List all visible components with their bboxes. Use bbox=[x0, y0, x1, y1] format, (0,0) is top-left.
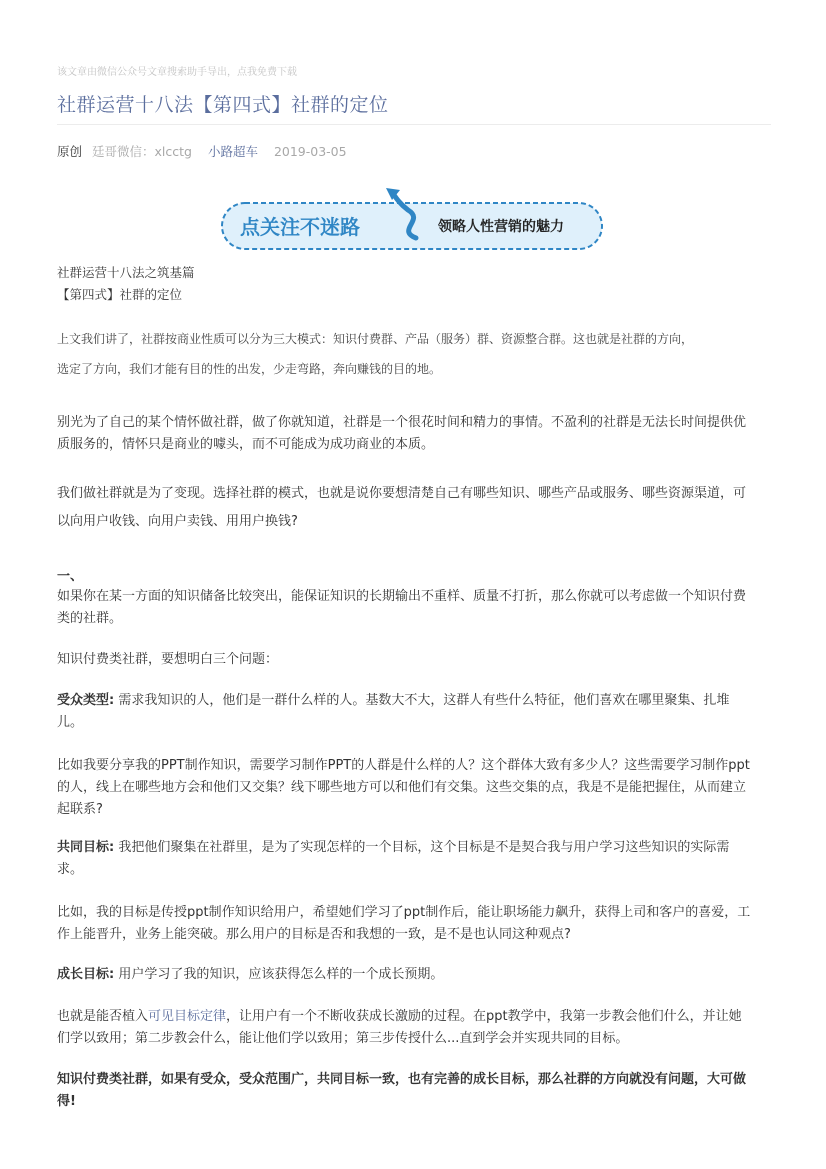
subtitle-series: 社群运营十八法之筑基篇 bbox=[57, 265, 195, 280]
paragraph-line: 得! bbox=[57, 1094, 76, 1109]
visible-goal-link[interactable]: 可见目标定律 bbox=[148, 1009, 227, 1024]
intro-line: 上文我们讲了，社群按商业性质可以分为三大模式：知识付费群、产品（服务）群、资源整合群。这也就是社群的方向， bbox=[57, 332, 694, 346]
paragraph-line: 以向用户收钱、向用户卖钱、用用户换钱? bbox=[57, 514, 298, 529]
author-link[interactable]: 小路超车 bbox=[207, 144, 258, 159]
paragraph-text: 也就是能否植入 bbox=[57, 1009, 149, 1024]
paragraph-line: 别光为了自己的某个情怀做社群，做了你就知道，社群是一个很花时间和精力的事情。不盈利的社群是无法长时间提供优 bbox=[57, 415, 747, 430]
question-audience bbox=[57, 690, 729, 734]
export-notice-link[interactable]: 该文章由微信公众号文章搜索助手导出，点我免费下载 bbox=[57, 67, 297, 78]
paragraph-line: 们学以致用；第二步教会什么，能让他们学以致用；第三步传授什么...直到学会并实现共同的目标。 bbox=[57, 1031, 629, 1046]
paragraph-1 bbox=[57, 412, 746, 456]
follow-banner bbox=[220, 186, 604, 252]
subtitle-block bbox=[57, 262, 195, 306]
article-title: 社群运营十八法【第四式】社群的定位 bbox=[57, 94, 389, 116]
paragraph-text: ，让用户有一个不断收获成长激励的过程。在ppt教学中，我第一步教会他们什么，并让她 bbox=[226, 1009, 742, 1024]
intro-paragraph bbox=[57, 324, 693, 384]
subtitle-chapter: 【第四式】社群的定位 bbox=[57, 287, 183, 302]
paragraph-line: 比如，我的目标是传授ppt制作知识给用户，希望她们学习了ppt制作后，能让职场能力飙升，获得上司和客户的喜爱，工 bbox=[57, 905, 751, 920]
paragraph-line: 求。 bbox=[57, 862, 84, 877]
paragraph-2 bbox=[57, 480, 746, 536]
title-divider bbox=[57, 124, 771, 125]
paragraph-line: 儿。 bbox=[57, 715, 84, 730]
paragraph-line: 类的社群。 bbox=[57, 611, 123, 626]
paragraph-line: 作上能晋升，业务上能突破。那么用户的目标是否和我想的一致，是不是也认同这种观点? bbox=[57, 927, 571, 942]
question-growth bbox=[57, 964, 443, 986]
publish-date: 2019-03-05 bbox=[273, 144, 347, 159]
paragraph-line: 用户学习了我的知识，应该获得怎么样的一个成长预期。 bbox=[114, 967, 444, 982]
example-audience bbox=[57, 755, 750, 821]
original-tag: 原创 bbox=[57, 144, 83, 159]
paragraph-line: 我们做社群就是为了变现。选择社群的模式，也就是说你要想清楚自己有哪些知识、哪些产品或服务、哪些资源渠道，可 bbox=[57, 486, 747, 501]
question-label: 受众类型: bbox=[57, 693, 115, 708]
example-goal bbox=[57, 902, 750, 946]
paragraph-4: 知识付费类社群，要想明白三个问题： bbox=[57, 652, 279, 667]
question-goal bbox=[57, 837, 729, 881]
banner-right-text: 领略人性营销的魅力 bbox=[438, 219, 564, 235]
paragraph-line: 质服务的，情怀只是商业的噱头，而不可能成为成功商业的本质。 bbox=[57, 437, 435, 452]
example-growth bbox=[57, 1006, 742, 1050]
banner-left-text: 点关注不迷路 bbox=[240, 215, 360, 239]
paragraph-line: 需求我知识的人，他们是一群什么样的人。基数大不大，这群人有些什么特征，他们喜欢在哪里聚集、扎堆 bbox=[114, 693, 730, 708]
paragraph-line: 我把他们聚集在社群里，是为了实现怎样的一个目标，这个目标是不是契合我与用户学习这些知识的实际需 bbox=[114, 840, 730, 855]
question-label: 成长目标: bbox=[57, 967, 115, 982]
question-label: 共同目标: bbox=[57, 840, 115, 855]
account-label: 廷哥微信：xlcctg bbox=[92, 144, 192, 159]
paragraph-line: 如果你在某一方面的知识储备比较突出，能保证知识的长期输出不重样、质量不打折，那么你就可以考虑做一个知识付费 bbox=[57, 589, 747, 604]
paragraph-line: 比如我要分享我的PPT制作知识，需要学习制作PPT的人群是什么样的人？这个群体大致有多少人？这些需要学习制作ppt bbox=[57, 758, 750, 773]
paragraph-line: 知识付费类社群，如果有受众，受众范围广，共同目标一致，也有完善的成长目标，那么社群的方向就没有问题，大可做 bbox=[57, 1072, 747, 1087]
section-heading: 一、 bbox=[57, 569, 84, 584]
paragraph-line: 的人，线上在哪些地方会和他们又交集？线下哪些地方可以和他们有交集。这些交集的点，我是不是能把握住，从而建立 bbox=[57, 780, 747, 795]
summary-paragraph bbox=[57, 1069, 746, 1113]
paragraph-line: 起联系? bbox=[57, 802, 103, 817]
paragraph-3 bbox=[57, 586, 746, 630]
intro-line: 选定了方向，我们才能有目的性的出发，少走弯路，奔向赚钱的目的地。 bbox=[57, 362, 442, 376]
article-meta bbox=[57, 142, 347, 160]
